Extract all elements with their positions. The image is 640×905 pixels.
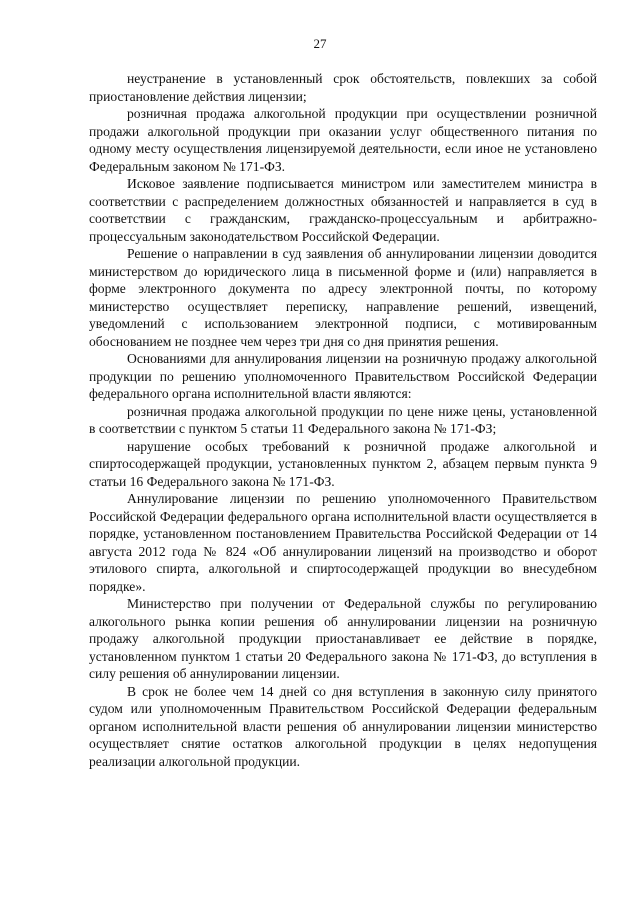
paragraph: нарушение особых требований к розничной продаже алкогольной и спиртосодержащей продукции, установленных пунктом 2, абзацем первым пункта 9 статьи 16 Федерального закона № 171-ФЗ. — [89, 438, 597, 489]
page-number: 27 — [313, 36, 327, 51]
paragraph: Министерство при получении от Федеральной службы по регулированию алкогольного рынка копии решения об аннулировании лицензии на розничную продажу алкогольной продукции приостанавливает ее действие в порядке, установленном пунктом 1 статьи 20 Федерального закона № 171-ФЗ, до вступления в силу решения об аннулировании лицензии. — [89, 596, 597, 681]
paragraph: Исковое заявление подписывается министром или заместителем министра в соответствии с распределением должностных обязанностей и направляется в суд в соответствии с гражданским, гражданско-процессуальным и арбитражно-процессуальным законодательством Российской Федерации. — [89, 176, 597, 244]
paragraph: Решение о направлении в суд заявления об аннулировании лицензии доводится министерством до юридического лица в письменной форме и (или) направляется в форме электронного документа по адресу электронной почты, по которому министерство осуществляет переписку, направление решений, извещений, уведомлений с использованием электронной подписи, с мотивированным обоснованием не позднее чем через три дня со дня принятия решения. — [89, 246, 597, 349]
paragraph: розничная продажа алкогольной продукции при осуществлении розничной продажи алкогольной продукции при оказании услуг общественного питания по одному месту осуществления лицензируемой деятельности, если иное не установлено Федеральным законом № 171-ФЗ. — [89, 106, 597, 174]
paragraph: В срок не более чем 14 дней со дня вступления в законную силу принятого судом или уполномоченным Правительством Российской Федерации федеральным органом исполнительной власти решения об аннулировании лицензии министерство осуществляет снятие остатков алкогольной продукции в целях недопущения реализации алкогольной продукции. — [89, 683, 597, 769]
paragraph: Аннулирование лицензии по решению уполномоченного Правительством Российской Федерации федерального органа исполнительной власти осуществляется в порядке, установленном постановлением Правительства Российской Федерации от 14 августа 2012 года № 824 «Об аннулировании лицензий на производство и оборот этилового спирта, алкогольной и спиртосодержащей продукции во внесудебном порядке». — [89, 491, 597, 594]
paragraph: розничная продажа алкогольной продукции по цене ниже цены, установленной в соответствии с пунктом 5 статьи 11 Федерального закона № 171-ФЗ; — [89, 403, 597, 436]
document-body — [89, 70, 597, 770]
paragraph: Основаниями для аннулирования лицензии на розничную продажу алкогольной продукции по решению уполномоченного Правительством Российской Федерации федерального органа исполнительной власти являются: — [89, 351, 597, 401]
paragraph: неустранение в установленный срок обстоятельств, повлекших за собой приостановление действия лицензии; — [89, 71, 597, 104]
